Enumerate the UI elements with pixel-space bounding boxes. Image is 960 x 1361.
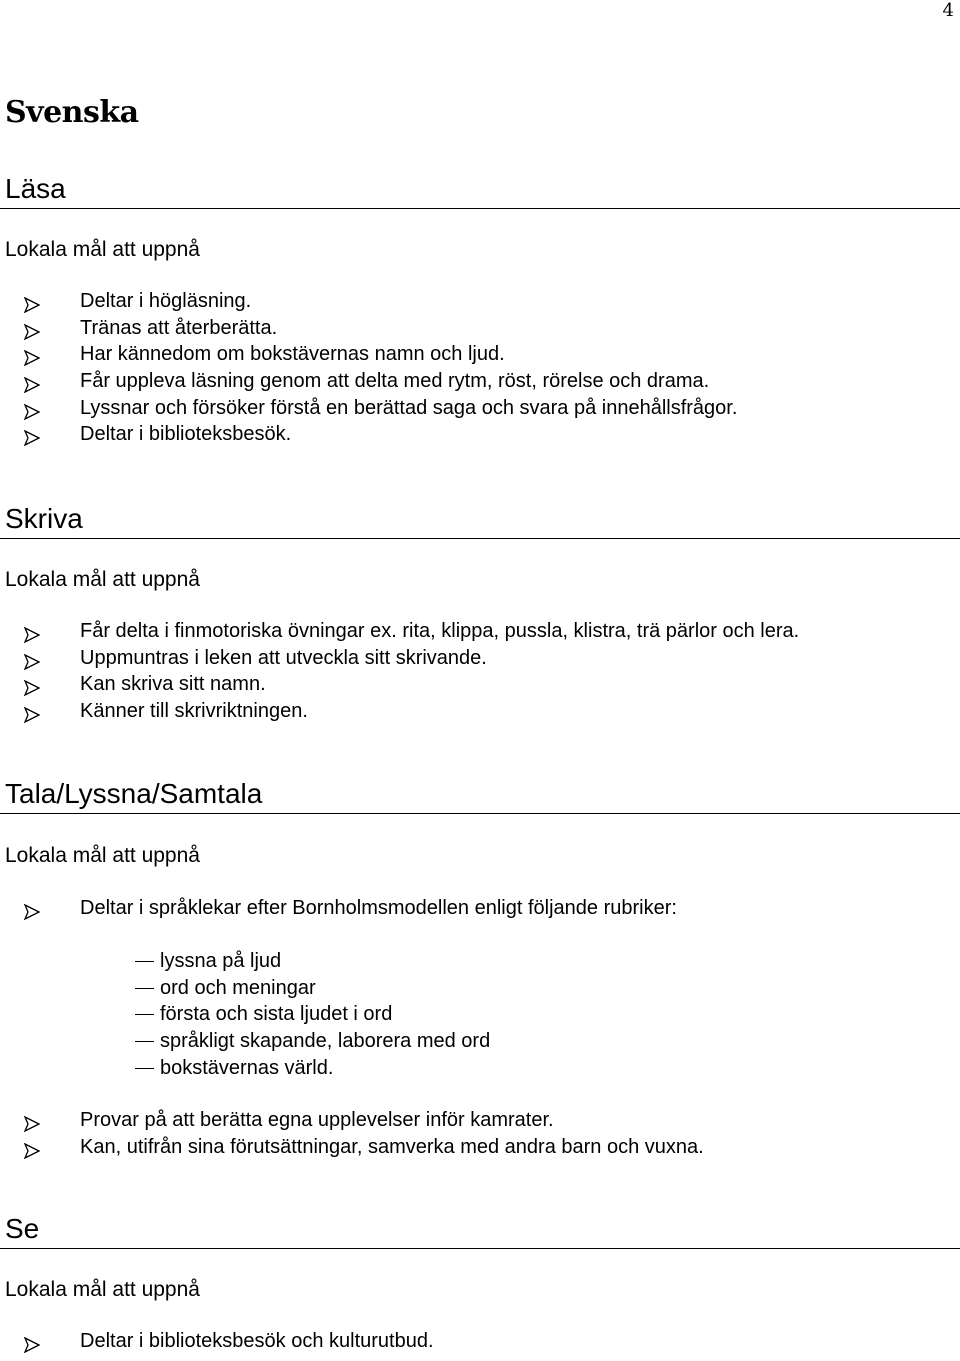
dash-item-text: första och sista ljudet i ord: [160, 1003, 393, 1026]
list-item-text: Känner till skrivriktningen.: [80, 700, 308, 723]
arrowhead-bullet-icon: [24, 401, 40, 417]
arrowhead-bullet-icon: [24, 374, 40, 390]
list-item: [0, 341, 737, 368]
section-heading-se: Se: [5, 1213, 40, 1244]
arrowhead-bullet-icon: [24, 294, 40, 310]
list-item-text: Uppmuntras i leken att utveckla sitt skrivande.: [80, 646, 487, 669]
arrowhead-bullet-icon: [24, 1140, 40, 1156]
bullet-list-tala: [0, 895, 677, 922]
list-item: [0, 395, 737, 422]
subheading-local-goals: Lokala mål att uppnå: [5, 568, 200, 591]
list-item: [0, 1107, 704, 1134]
bullet-list-tala-continued: [0, 1107, 704, 1160]
arrowhead-bullet-icon: [24, 704, 40, 720]
dash-bullet-icon: [135, 961, 154, 962]
list-item-text: Deltar i högläsning.: [80, 290, 252, 312]
dash-bullet-icon: [135, 1041, 154, 1042]
dash-item-text: lyssna på ljud: [160, 950, 282, 972]
dash-bullet-icon: [135, 988, 154, 989]
list-item: [0, 315, 737, 342]
bullet-list-se: [0, 1328, 434, 1355]
arrowhead-bullet-icon: [24, 624, 40, 640]
section-heading-tala: Tala/Lyssna/Samtala: [5, 778, 263, 809]
arrowhead-bullet-icon: [24, 901, 40, 917]
dash-item-text: bokstävernas värld.: [160, 1056, 334, 1079]
dash-list-item: [0, 1001, 490, 1028]
list-item-text: Får uppleva läsning genom att delta med rytm, röst, rörelse och drama.: [80, 370, 710, 393]
dash-list-item: [0, 975, 490, 1002]
list-item: [0, 288, 737, 315]
list-item-text: Deltar i språklekar efter Bornholmsmodellen enligt följande rubriker:: [80, 897, 677, 919]
list-item: [0, 421, 737, 448]
list-item: [0, 895, 677, 922]
section-divider: [0, 1248, 960, 1249]
dash-list-bornholm: [0, 948, 490, 1081]
list-item-text: Provar på att berätta egna upplevelser inför kamrater.: [80, 1109, 554, 1131]
section-heading-lasa: Läsa: [5, 173, 66, 204]
arrowhead-bullet-icon: [24, 651, 40, 667]
document-title: Svenska: [5, 95, 139, 130]
subheading-local-goals: Lokala mål att uppnå: [5, 238, 200, 261]
bullet-list-skriva: [0, 618, 799, 725]
arrowhead-bullet-icon: [24, 1113, 40, 1129]
list-item-text: Kan, utifrån sina förutsättningar, samverka med andra barn och vuxna.: [80, 1135, 704, 1158]
arrowhead-bullet-icon: [24, 321, 40, 337]
list-item: [0, 671, 799, 698]
arrowhead-bullet-icon: [24, 1334, 40, 1350]
list-item: [0, 618, 799, 645]
section-heading-skriva: Skriva: [5, 503, 83, 534]
list-item-text: Deltar i biblioteksbesök.: [80, 423, 292, 446]
list-item: [0, 368, 737, 395]
subheading-local-goals: Lokala mål att uppnå: [5, 844, 200, 867]
arrowhead-bullet-icon: [24, 677, 40, 693]
list-item-text: Lyssnar och försöker förstå en berättad saga och svara på innehållsfrågor.: [80, 396, 738, 419]
list-item-text: Har kännedom om bokstävernas namn och ljud.: [80, 343, 505, 366]
list-item-text: Kan skriva sitt namn.: [80, 673, 266, 696]
subheading-local-goals: Lokala mål att uppnå: [5, 1278, 200, 1301]
dash-bullet-icon: [135, 1068, 154, 1069]
list-item: [0, 645, 799, 672]
dash-item-text: ord och meningar: [160, 976, 316, 999]
list-item: [0, 698, 799, 725]
list-item-text: Deltar i biblioteksbesök och kulturutbud.: [80, 1330, 434, 1352]
dash-list-item: [0, 1028, 490, 1055]
list-item: [0, 1134, 704, 1161]
section-divider: [0, 538, 960, 539]
arrowhead-bullet-icon: [24, 347, 40, 363]
page-number: 4: [942, 0, 954, 21]
section-divider: [0, 208, 960, 209]
list-item-text: Tränas att återberätta.: [80, 316, 278, 339]
list-item-text: Får delta i finmotoriska övningar ex. rita, klippa, pussla, klistra, trä pärlor och lera.: [80, 620, 800, 642]
dash-list-item: [0, 948, 490, 975]
dash-list-item: [0, 1055, 490, 1082]
arrowhead-bullet-icon: [24, 427, 40, 443]
list-item: [0, 1328, 434, 1355]
dash-item-text: språkligt skapande, laborera med ord: [160, 1030, 491, 1053]
dash-bullet-icon: [135, 1014, 154, 1015]
bullet-list-lasa: [0, 288, 737, 448]
section-divider: [0, 813, 960, 814]
